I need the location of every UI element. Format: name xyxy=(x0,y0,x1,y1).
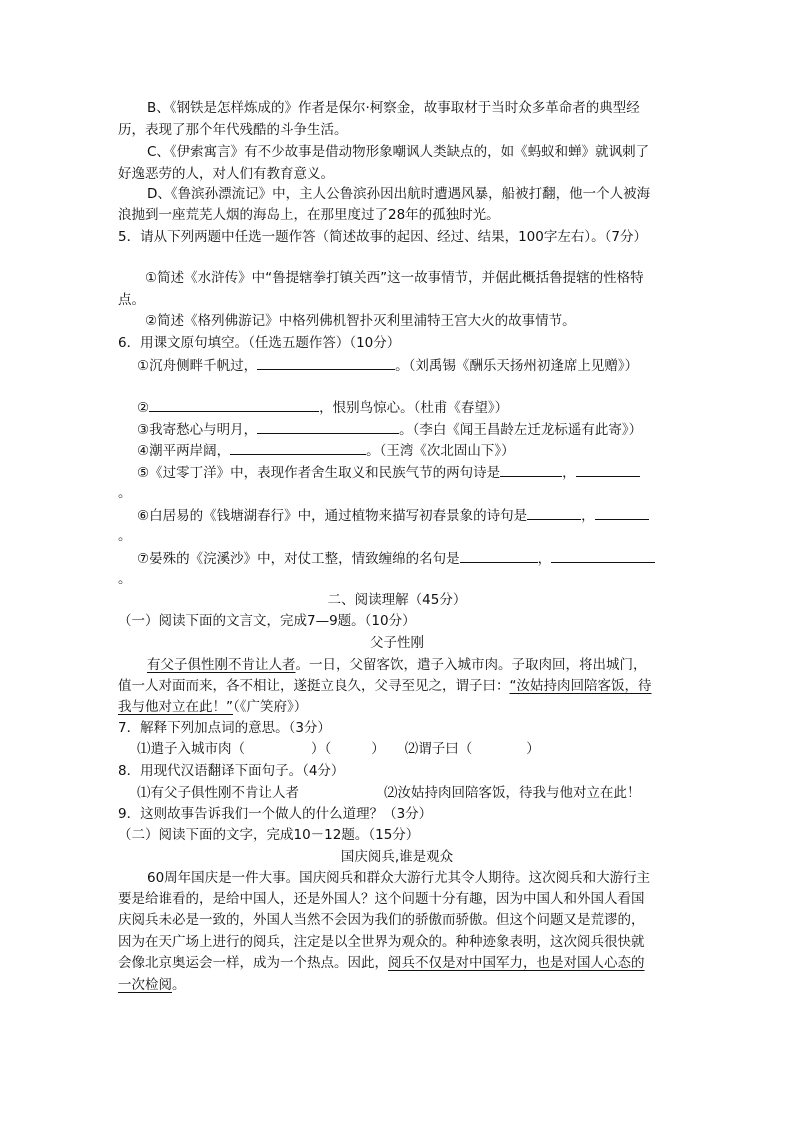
answer-blank[interactable] xyxy=(551,548,655,563)
passage1-line1: 有父子俱性刚不肯让人者。一日，父留客饮，遣子入城市肉。子取肉回，将出城门， xyxy=(147,657,647,673)
choice-d-line1: D、《鲁滨孙漂流记》中，主人公鲁滨孙因出航时遭遇风暴，船被打翻，他一个人被海 xyxy=(147,186,651,202)
passage1-title: 父子性刚 xyxy=(370,635,424,651)
passage2-line6: 一次检阅。 xyxy=(118,977,186,993)
q6-item7: ⑦晏殊的《浣溪沙》中，对仗工整，情致缠绵的名句是 ， xyxy=(137,548,655,569)
choice-b-line2: 历，表现了那个年代残酷的斗争生活。 xyxy=(118,122,348,138)
answer-blank[interactable] xyxy=(460,548,538,563)
q5-option1-line1: ①简述《水浒传》中“鲁提辖拳打镇关西”这一故事情节，并倨此概括鲁提辖的性格特 xyxy=(145,270,644,286)
q6-item3: ③我寄愁心与明月， 。（李白《闻王昌龄左迁龙标遥有此寄》） xyxy=(137,419,642,440)
q7-items: ⑴遣子入城市肉（ ）（ ） ⑵谓子曰（ ） xyxy=(137,741,540,757)
q6-item7-end: 。 xyxy=(118,571,132,587)
q8-stem: 8．用现代汉语翻译下面句子。（4分） xyxy=(118,763,345,779)
q5-option1-line2: 点。 xyxy=(118,292,145,308)
q8-item2: ⑵汝姑持肉回陪客饭，待我与他对立在此！ xyxy=(384,785,641,801)
choice-b-line1: B、《钢铁是怎样炼成的》作者是保尔·柯察金，故事取材于当时众多革命者的典型经 xyxy=(147,100,640,116)
passage2-line4: 因为在天广场上进行的阅兵，注定是以全世界为观众的。种种迹象表明，这次阅兵很快就 xyxy=(118,934,645,950)
choice-c-line1: C、《伊索寓言》有不少故事是借动物形象嘲讽人类缺点的，如《蚂蚁和蝉》就讽刺了 xyxy=(147,144,650,160)
q7-stem: 7．解释下列加点词的意思。（3分） xyxy=(118,720,331,736)
passage2-line3: 庆阅兵未必是一致的，外国人当然不会因为我们的骄傲而骄傲。但这个问题又是荒谬的， xyxy=(118,912,645,928)
q6-item2: ② ，恨别鸟惊心。（杜甫《春望》） xyxy=(137,397,508,418)
answer-blank[interactable] xyxy=(149,397,319,412)
q5-option2: ②简述《格列佛游记》中格列佛机智扑灭利里浦特王宫大火的故事情节。 xyxy=(145,313,576,329)
passage1-line3: 我与他对立在此！”（《广笑府》） xyxy=(118,699,308,715)
answer-blank[interactable] xyxy=(257,419,399,434)
answer-blank[interactable] xyxy=(576,462,640,477)
passage2-title: 国庆阅兵,谁是观众 xyxy=(340,849,454,865)
q6-item5-end: 。 xyxy=(118,485,132,501)
q8-item1: ⑴有父子俱性刚不肯让人者 xyxy=(137,785,299,801)
answer-blank[interactable] xyxy=(257,355,395,370)
answer-blank[interactable] xyxy=(595,505,649,520)
passage2-line1: 60周年国庆是一件大事。国庆阅兵和群众大游行尤其令人期待。这次阅兵和大游行主 xyxy=(147,870,651,886)
q6-item6-end: 。 xyxy=(118,528,132,544)
q6-stem: 6．用课文原句填空。（任选五题作答）（10分） xyxy=(118,335,401,351)
passage2-line5: 会像北京奥运会一样，成为一个热点。因此，阅兵不仅是对中国军力，也是对国人心态的 xyxy=(118,955,645,971)
passage2-line2: 要是给谁看的，是给中国人，还是外国人？这个问题十分有趣，因为中国人和外国人看国 xyxy=(118,891,645,907)
reading-section2-title: （二）阅读下面的文字，完成10－12题。（15分） xyxy=(118,827,420,843)
answer-blank[interactable] xyxy=(230,440,366,455)
choice-c-line2: 好逸恶劳的人，对人们有教育意义。 xyxy=(118,166,334,182)
q9-stem: 9．这则故事告诉我们一个做人的什么道理？（3分） xyxy=(118,806,433,822)
choice-d-line2: 浪抛到一座荒芜人烟的海岛上，在那里度过了28年的孤独时光。 xyxy=(118,207,500,223)
q6-item1: ①沉舟侧畔千帆过， 。（刘禹锡《酬乐天扬州初逢席上见赠》） xyxy=(137,355,638,376)
q6-item5: ⑤《过零丁洋》中，表现作者舍生取义和民族气节的两句诗是 ， xyxy=(137,462,640,483)
reading-section1-title: （一）阅读下面的文言文，完成7—9题。（10分） xyxy=(118,613,416,629)
reading-heading: 二、阅读理解（45分） xyxy=(327,592,467,608)
q5-stem: 5．请从下列两题中任选一题作答（简述故事的起因、经过、结果，100字左右）。（7分） xyxy=(118,229,647,245)
q6-item6: ⑥白居易的《钱塘湖春行》中，通过植物来描写初春景象的诗句是 ， xyxy=(137,505,649,526)
answer-blank[interactable] xyxy=(500,462,562,477)
answer-blank[interactable] xyxy=(527,505,581,520)
q6-item4: ④潮平两岸阔， 。（王湾《次北固山下》） xyxy=(137,440,515,461)
passage1-line2: 值一人对面而来，各不相让，遂挺立良久，父寻至见之，谓子曰：“汝姑持肉回陪客饭，待 xyxy=(118,678,652,694)
